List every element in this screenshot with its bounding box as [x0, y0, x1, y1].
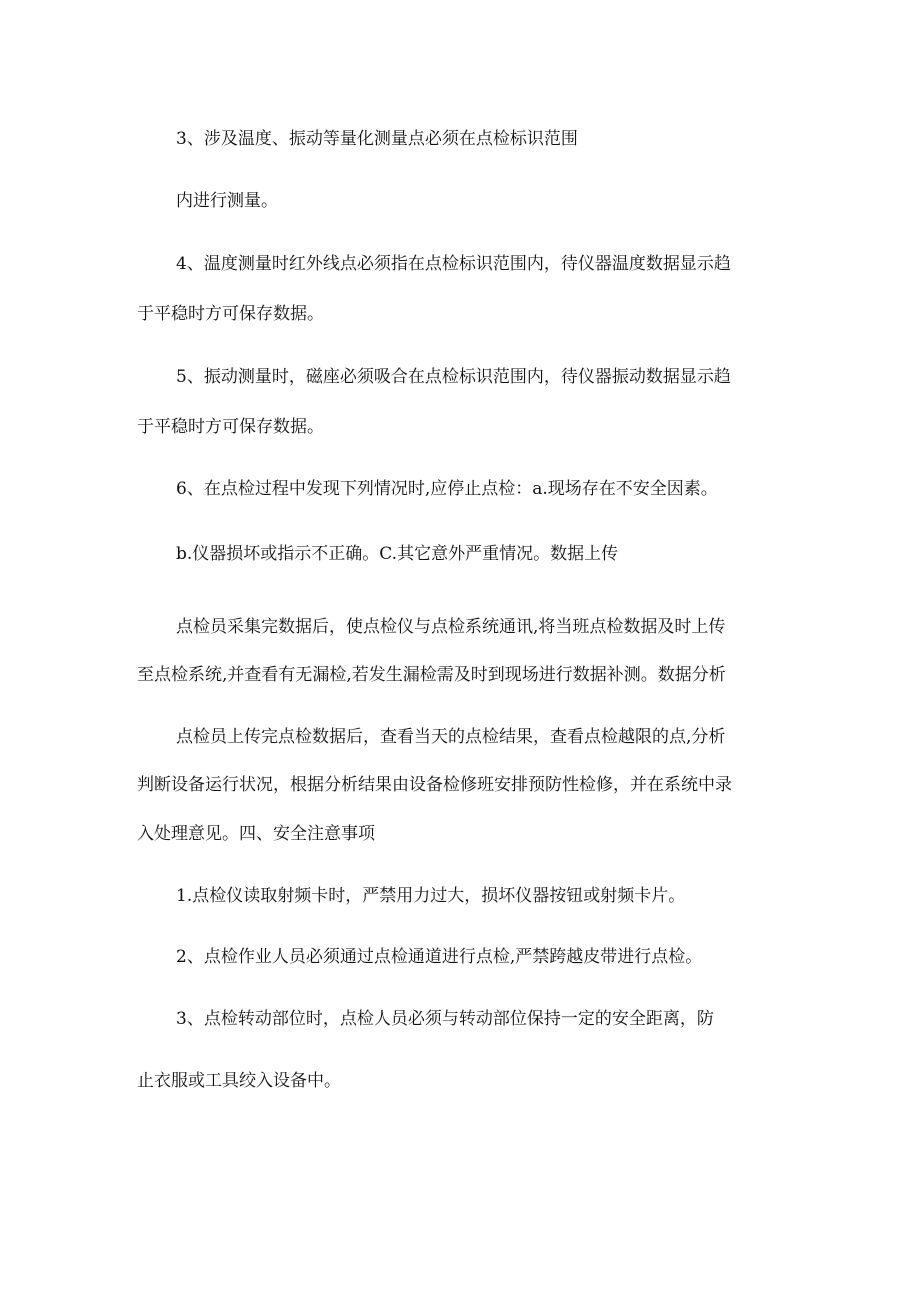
item-5-line-2: 于平稳时方可保存数据。: [137, 417, 324, 437]
analysis-paragraph-line-1: 点检员上传完点检数据后，查看当天的点检结果，查看点检越限的点,分析: [176, 727, 726, 747]
safety-item-3-line-1: 3、点检转动部位时，点检人员必须与转动部位保持一定的安全距离，防: [176, 1009, 714, 1029]
item-4-line-2: 于平稳时方可保存数据。: [137, 304, 324, 324]
item-6-line-2: b.仪器损坏或指示不正确。C.其它意外严重情况。数据上传: [176, 544, 619, 564]
safety-item-2: 2、点检作业人员必须通过点检通道进行点检,严禁跨越皮带进行点检。: [176, 947, 703, 967]
safety-item-1: 1.点检仪读取射频卡时，严禁用力过大，损坏仪器按钮或射频卡片。: [176, 886, 686, 906]
item-6-line-1: 6、在点检过程中发现下列情况时,应停止点检：a.现场存在不安全因素。: [176, 479, 718, 499]
analysis-paragraph-line-2: 判断设备运行状况，根据分析结果由设备检修班安排预防性检修，并在系统中录: [137, 775, 732, 795]
item-5-line-1: 5、振动测量时，磁座必须吸合在点检标识范围内，待仪器振动数据显示趋: [176, 367, 731, 387]
safety-item-3-line-2: 止衣服或工具绞入设备中。: [137, 1071, 341, 1091]
analysis-paragraph-line-3: 入处理意见。四、安全注意事项: [137, 824, 375, 844]
item-4-line-1: 4、温度测量时红外线点必须指在点检标识范围内，待仪器温度数据显示趋: [176, 254, 731, 274]
upload-paragraph-line-2: 至点检系统,并查看有无漏检,若发生漏检需及时到现场进行数据补测。数据分析: [137, 665, 726, 685]
upload-paragraph-line-1: 点检员采集完数据后，使点检仪与点检系统通讯,将当班点检数据及时上传: [176, 617, 726, 637]
item-3-line-2: 内进行测量。: [176, 191, 278, 211]
item-3-line-1: 3、涉及温度、振动等量化测量点必须在点检标识范围: [176, 129, 578, 149]
